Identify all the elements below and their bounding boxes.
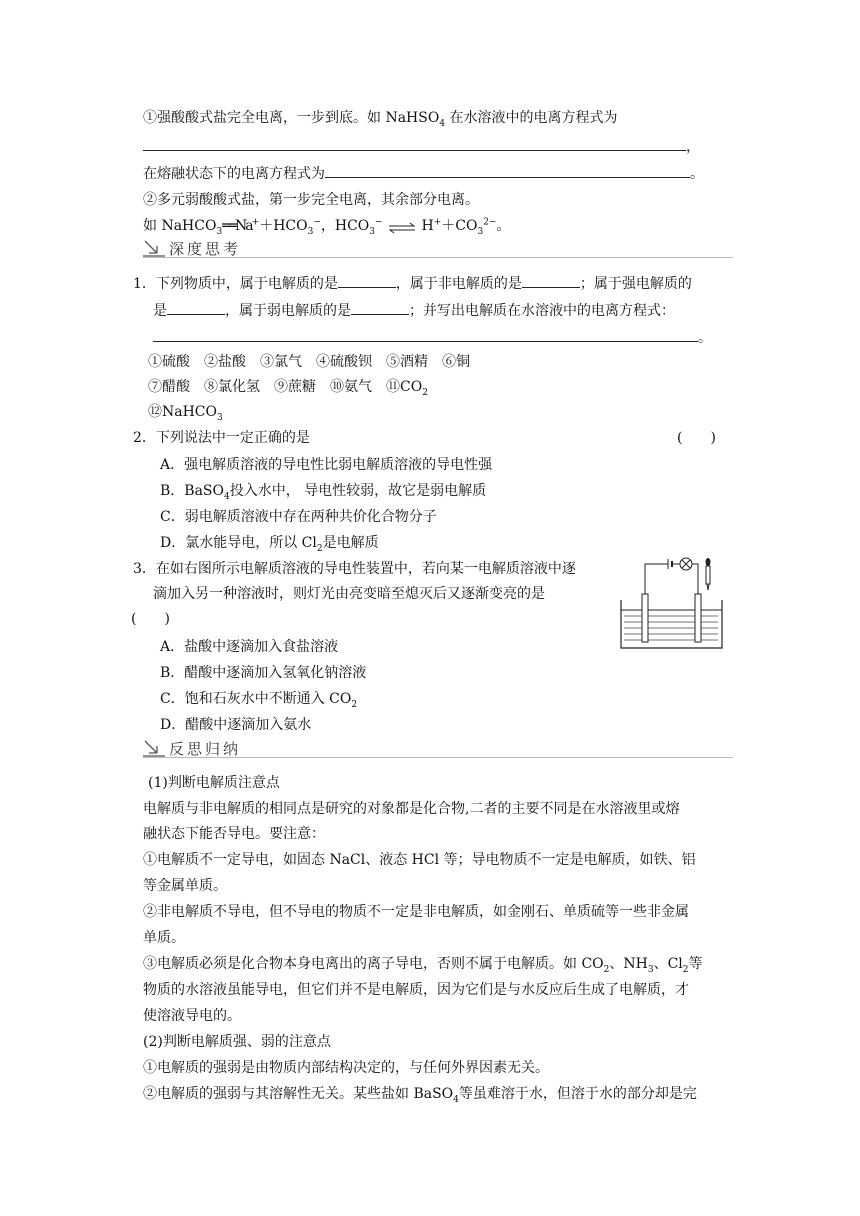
section-header-reflection: 反思归纳	[143, 737, 241, 759]
q3-option-d: D．醋酸中逐滴加入氨水	[160, 717, 312, 733]
section-arrow-icon	[143, 739, 165, 757]
reflect-heading-1: (1)判断电解质注意点	[148, 775, 280, 791]
q1-line3: 。	[153, 327, 712, 348]
reflect-p3a: ②非电解质不导电，但不导电的物质不一定是非电解质，如金刚石、单质硫等一些非金属	[143, 904, 689, 920]
q1-line2: 是 ，属于弱电解质的是 ；并写出电解质在水溶液中的电离方程式：	[153, 300, 675, 321]
answer-blank[interactable]	[167, 300, 225, 315]
conductivity-apparatus-figure	[618, 556, 728, 656]
reflect-p4c: 使溶液导电的。	[143, 1008, 241, 1024]
answer-blank[interactable]	[522, 273, 580, 288]
q2-option-c: C．弱电解质溶液中存在两种共价化合物分子	[160, 509, 437, 525]
reflect-p1b: 融状态下能否导电。要注意：	[143, 826, 325, 842]
reflect-p3b: 单质。	[143, 930, 185, 946]
strong-acid-salt-line: ①强酸酸式盐完全电离，一步到底。如 NaHSO$_4$ 在水溶液中的电离方程式为	[143, 110, 618, 129]
reflect-p2a: ①电解质不一定导电，如固态 NaCl、液态 HCl 等；导电物质不一定是电解质，如铁、铝	[143, 852, 696, 868]
q3-line1: 3．在如右图所示电解质溶液的导电性装置中，若向某一电解质溶液中逐	[133, 561, 576, 577]
q2-option-d: D．氯水能导电，所以 $Cl_2$是电解质	[160, 535, 379, 554]
q3-answer-paren[interactable]: ( )	[131, 611, 170, 627]
reflect-p4a: ③电解质必须是化合物本身电离出的离子导电，否则不属于电解质。如 $CO_2$、$NH_3$、$Cl_2$等	[143, 956, 703, 975]
section-arrow-icon	[143, 239, 165, 257]
q2-option-a: A．强电解质溶液的导电性比弱电解质溶液的导电性强	[160, 457, 493, 473]
answer-blank[interactable]	[351, 300, 409, 315]
reversible-arrow-icon	[387, 220, 417, 232]
q3-line2: 滴加入另一种溶液时，则灯光由亮变暗至熄灭后又逐渐变亮的是	[153, 586, 545, 602]
reflect-p5: ①电解质的强弱是由物质内部结构决定的，与任何外界因素无关。	[143, 1060, 549, 1076]
q1-options-2: ⑦醋酸 ⑧氯化氢 ⑨蔗糖 ⑩氨气 $⑪CO_2$	[148, 379, 428, 398]
q1-line1: 1．下列物质中，属于电解质的是 ，属于非电解质的是 ；属于强电解质的	[133, 273, 692, 294]
polyacid-salt-line: ②多元弱酸酸式盐，第一步完全电离，其余部分电离。	[143, 192, 479, 208]
reflect-p4b: 物质的水溶液虽能导电，但它们并不是电解质，因为它们是与水反应后生成了电解质，才	[143, 982, 689, 998]
q2-answer-paren[interactable]: ( )	[677, 430, 716, 446]
q3-option-b: B．醋酸中逐滴加入氢氧化钠溶液	[160, 665, 367, 681]
reflect-p2b: 等金属单质。	[143, 878, 227, 894]
q3-option-a: A．盐酸中逐滴加入食盐溶液	[160, 639, 339, 655]
answer-blank[interactable]	[143, 136, 686, 151]
q1-options-3: ⑫NaHCO$_3$	[148, 404, 223, 423]
melt-equation-line: 在熔融状态下的电离方程式为 。	[143, 163, 704, 184]
q1-options-1: ①硫酸 ②盐酸 ③氯气 ④硫酸钡 ⑤酒精 ⑥铜	[148, 354, 470, 370]
answer-blank[interactable]	[325, 163, 690, 178]
answer-blank[interactable]	[153, 327, 698, 342]
reflect-p6: ②电解质的强弱与其溶解性无关。某些盐如 BaSO$_4$等虽难溶于水，但溶于水的部分却是完	[143, 1086, 697, 1105]
reflect-p1a: 电解质与非电解质的相同点是研究的对象都是化合物,二者的主要不同是在水溶液里或熔	[143, 801, 680, 817]
nahco3-example-line: 如 $NaHCO_3══Na^++HCO_3^-$，$HCO_3^-$ $H^++CO_3^{2-}$。	[143, 217, 511, 237]
section-header-deep-thinking: 深度思考	[143, 237, 241, 259]
q2-stem: 2．下列说法中一定正确的是	[133, 430, 310, 446]
answer-line-1: ，	[143, 136, 700, 157]
q2-option-b: B．BaSO$_4$投入水中， 导电性较弱，故它是弱电解质	[160, 483, 487, 502]
reflect-heading-2: (2)判断电解质强、弱的注意点	[143, 1034, 331, 1050]
answer-blank[interactable]	[338, 273, 396, 288]
q3-option-c: C．饱和石灰水中不断通入 $CO_2$	[160, 691, 358, 710]
